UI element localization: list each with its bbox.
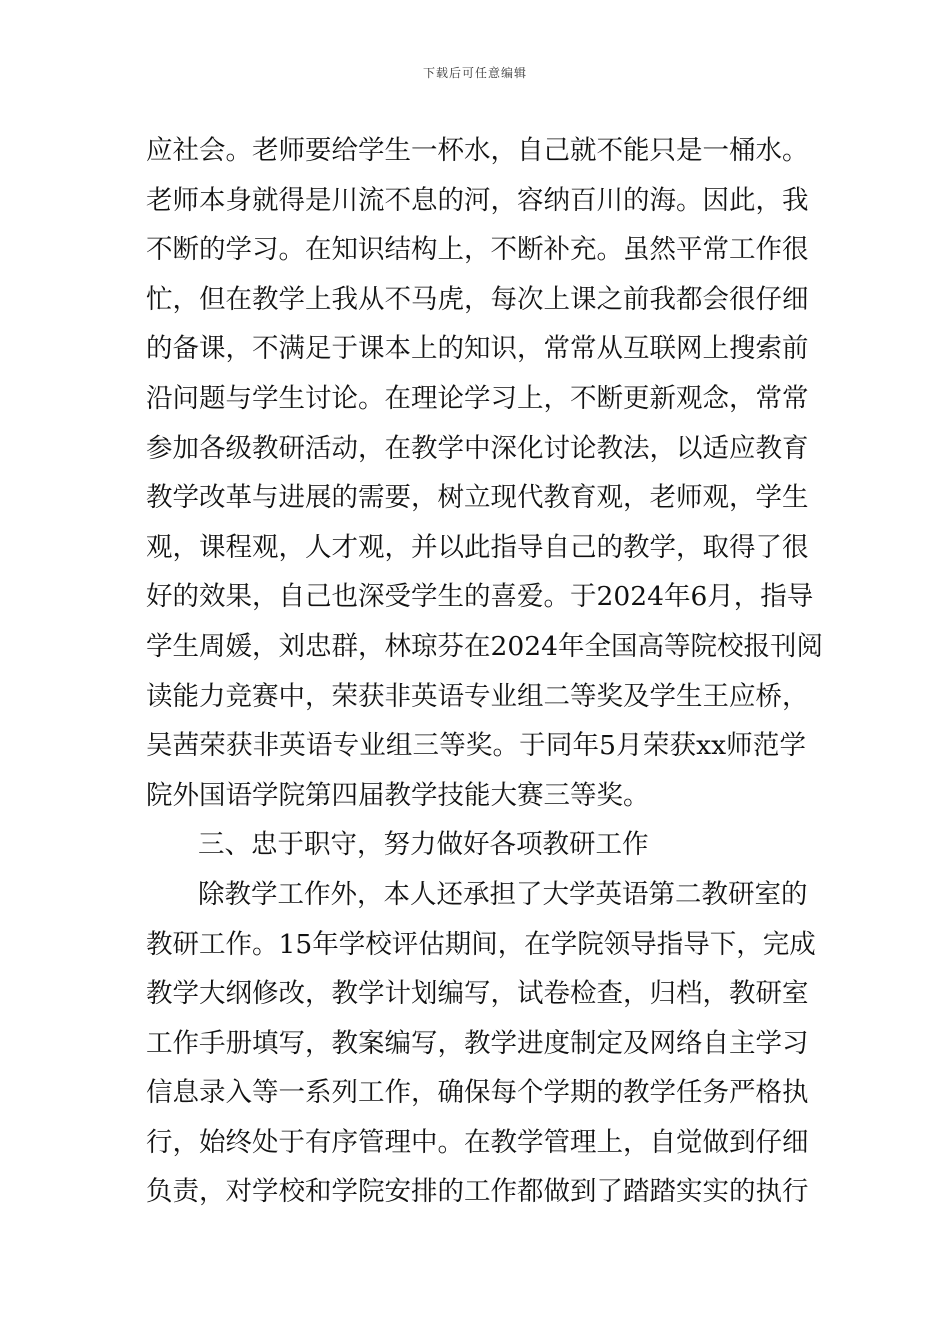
text-line: 读能力竞赛中，荣获非英语专业组二等奖及学生王应桥， [146,680,809,712]
text-line: 负责，对学校和学院安排的工作都做到了踏踏实实的执行 [146,1176,809,1208]
text-line: 应社会。老师要给学生一杯水，自己就不能只是一桶水。 [146,135,809,166]
document-body [146,126,823,1217]
text-line: 忙，但在教学上我从不马虎，每次上课之前我都会很仔细 [146,283,809,315]
text-line: 教学改革与进展的需要，树立现代教育观，老师观，学生 [146,482,809,514]
section-heading [146,820,806,870]
text-line: 行，始终处于有序管理中。在教学管理上，自觉做到仔细 [146,1126,809,1158]
text-line: 观，课程观，人才观，并以此指导自己的教学，取得了很 [146,531,809,563]
text-line: 院外国语学院第四届教学技能大赛三等奖。 [146,779,650,811]
text-line: 学生周媛，刘忠群，林琼芬在2024年全国高等院校报刊阅 [146,630,823,662]
paragraph [146,126,823,820]
page-header: 下载后可任意编辑 [422,66,527,80]
text-line: 的备课，不满足于课本上的知识，常常从互联网上搜索前 [146,333,809,365]
text-line: 沿问题与学生讨论。在理论学习上，不断更新观念，常常 [146,382,809,414]
paragraph [146,870,816,1217]
text-line: 教学大纲修改，教学计划编写，试卷检查，归档，教研室 [146,978,809,1010]
text-line: 好的效果，自己也深受学生的喜爱。于2024年6月，指导 [146,581,814,613]
text-line: 不断的学习。在知识结构上，不断补充。虽然平常工作很 [146,234,809,266]
text-line: 除教学工作外，本人还承担了大学英语第二教研室的 [198,878,808,910]
text-line: 参加各级教研活动，在教学中深化讨论教法，以适应教育 [146,432,809,464]
heading-line: 三、忠于职守，努力做好各项教研工作 [198,829,649,861]
text-line: 信息录入等一系列工作，确保每个学期的教学任务严格执 [146,1077,809,1109]
text-line: 工作手册填写，教案编写，教学进度制定及网络自主学习 [146,1027,809,1059]
text-line: 老师本身就得是川流不息的河，容纳百川的海。因此，我 [146,184,809,216]
text-line: 教研工作。15年学校评估期间，在学院领导指导下，完成 [146,928,816,960]
text-line: 吴茜荣获非英语专业组三等奖。于同年5月荣获xx师范学 [146,730,806,762]
